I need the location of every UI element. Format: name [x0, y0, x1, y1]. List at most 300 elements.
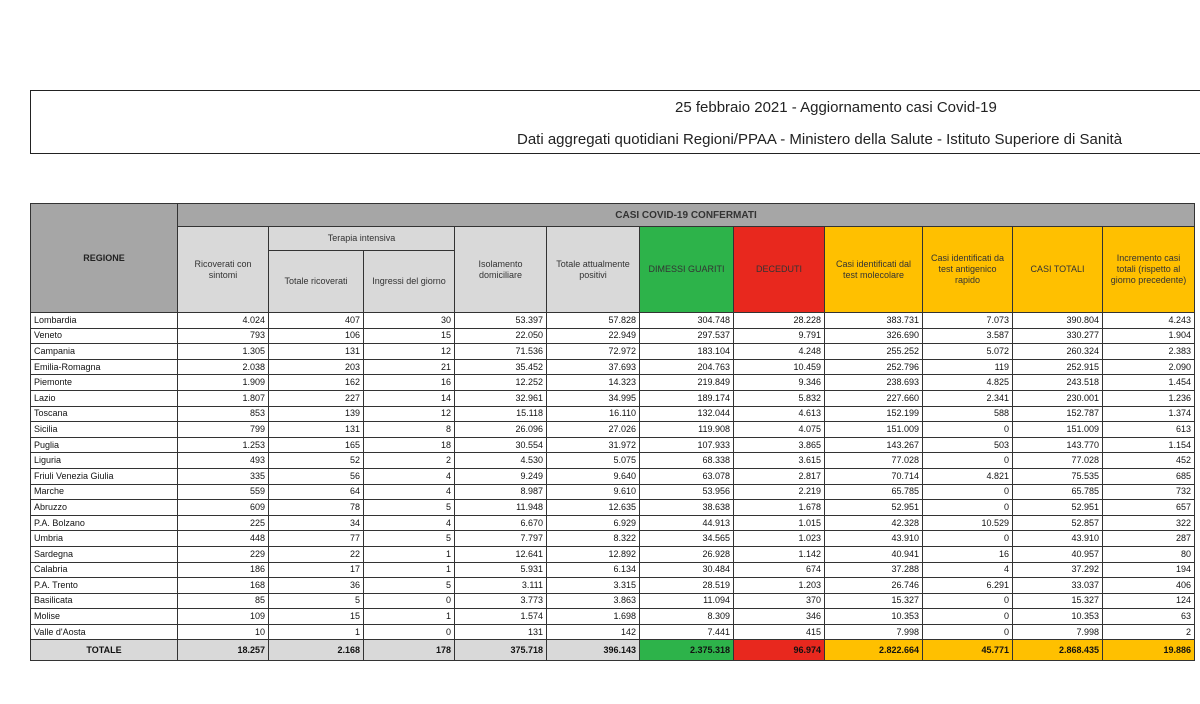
value-cell: 5.832: [734, 390, 825, 406]
value-cell: 1: [364, 562, 455, 578]
total-label-cell: TOTALE: [31, 640, 178, 661]
col-ingressi-del-giorno: Ingressi del giorno: [364, 251, 455, 313]
value-cell: 107.933: [640, 437, 734, 453]
value-cell: 346: [734, 609, 825, 625]
region-name-cell: Campania: [31, 344, 178, 360]
value-cell: 119: [923, 359, 1013, 375]
value-cell: 503: [923, 437, 1013, 453]
value-cell: 853: [178, 406, 269, 422]
value-cell: 8.322: [547, 531, 640, 547]
value-cell: 80: [1103, 546, 1195, 562]
value-cell: 22.050: [455, 328, 547, 344]
value-cell: 2.219: [734, 484, 825, 500]
value-cell: 26.746: [825, 578, 923, 594]
total-value-cell: 45.771: [923, 640, 1013, 661]
value-cell: 326.690: [825, 328, 923, 344]
value-cell: 8: [364, 422, 455, 438]
value-cell: 143.770: [1013, 437, 1103, 453]
value-cell: 71.536: [455, 344, 547, 360]
value-cell: 6.134: [547, 562, 640, 578]
region-name-cell: Abruzzo: [31, 500, 178, 516]
value-cell: 335: [178, 468, 269, 484]
total-value-cell: 2.868.435: [1013, 640, 1103, 661]
value-cell: 77.028: [825, 453, 923, 469]
region-name-cell: Puglia: [31, 437, 178, 453]
value-cell: 168: [178, 578, 269, 594]
value-cell: 16: [364, 375, 455, 391]
total-value-cell: 18.257: [178, 640, 269, 661]
value-cell: 1: [269, 624, 364, 640]
value-cell: 4.024: [178, 313, 269, 329]
region-name-cell: Liguria: [31, 453, 178, 469]
covid-table-container: [30, 203, 1200, 683]
value-cell: 9.791: [734, 328, 825, 344]
value-cell: 14: [364, 390, 455, 406]
value-cell: 252.796: [825, 359, 923, 375]
value-cell: 4.075: [734, 422, 825, 438]
value-cell: 1.015: [734, 515, 825, 531]
table-row: [31, 328, 1195, 344]
value-cell: 6.929: [547, 515, 640, 531]
value-cell: 4.248: [734, 344, 825, 360]
value-cell: 493: [178, 453, 269, 469]
value-cell: 1.305: [178, 344, 269, 360]
value-cell: 77.028: [1013, 453, 1103, 469]
value-cell: 5.072: [923, 344, 1013, 360]
total-value-cell: 96.974: [734, 640, 825, 661]
value-cell: 12.892: [547, 546, 640, 562]
value-cell: 30: [364, 313, 455, 329]
value-cell: 5: [364, 500, 455, 516]
value-cell: 78: [269, 500, 364, 516]
value-cell: 30.484: [640, 562, 734, 578]
value-cell: 37.693: [547, 359, 640, 375]
value-cell: 35.452: [455, 359, 547, 375]
col-casi-test-antigenico: Casi identificati da test antigenico rapido: [923, 227, 1013, 313]
value-cell: 406: [1103, 578, 1195, 594]
value-cell: 162: [269, 375, 364, 391]
value-cell: 297.537: [640, 328, 734, 344]
value-cell: 36: [269, 578, 364, 594]
value-cell: 32.961: [455, 390, 547, 406]
value-cell: 152.199: [825, 406, 923, 422]
value-cell: 65.785: [825, 484, 923, 500]
table-body: [31, 313, 1195, 640]
value-cell: 1: [364, 546, 455, 562]
value-cell: 34.995: [547, 390, 640, 406]
table-row: [31, 593, 1195, 609]
value-cell: 12: [364, 344, 455, 360]
value-cell: 2.817: [734, 468, 825, 484]
region-name-cell: Lazio: [31, 390, 178, 406]
table-row: [31, 468, 1195, 484]
value-cell: 5: [269, 593, 364, 609]
value-cell: 3.111: [455, 578, 547, 594]
value-cell: 12.641: [455, 546, 547, 562]
value-cell: 1.574: [455, 609, 547, 625]
value-cell: 18: [364, 437, 455, 453]
value-cell: 613: [1103, 422, 1195, 438]
total-value-cell: 2.168: [269, 640, 364, 661]
value-cell: 22.949: [547, 328, 640, 344]
col-totale-positivi: Totale attualmente positivi: [547, 227, 640, 313]
value-cell: 1.698: [547, 609, 640, 625]
value-cell: 4: [923, 562, 1013, 578]
value-cell: 0: [923, 422, 1013, 438]
value-cell: 4.530: [455, 453, 547, 469]
total-row: [31, 640, 1195, 661]
value-cell: 0: [923, 500, 1013, 516]
value-cell: 559: [178, 484, 269, 500]
value-cell: 17: [269, 562, 364, 578]
value-cell: 7.073: [923, 313, 1013, 329]
col-totale-ricoverati: Totale ricoverati: [269, 251, 364, 313]
value-cell: 4: [364, 515, 455, 531]
value-cell: 5: [364, 531, 455, 547]
value-cell: 2: [364, 453, 455, 469]
value-cell: 4.613: [734, 406, 825, 422]
value-cell: 243.518: [1013, 375, 1103, 391]
value-cell: 330.277: [1013, 328, 1103, 344]
value-cell: 9.346: [734, 375, 825, 391]
table-row: [31, 562, 1195, 578]
value-cell: 9.249: [455, 468, 547, 484]
col-incremento-casi: Incremento casi totali (rispetto al giorno precedente): [1103, 227, 1195, 313]
value-cell: 15: [269, 609, 364, 625]
value-cell: 186: [178, 562, 269, 578]
table-row: [31, 313, 1195, 329]
value-cell: 252.915: [1013, 359, 1103, 375]
region-name-cell: Lombardia: [31, 313, 178, 329]
value-cell: 5.931: [455, 562, 547, 578]
value-cell: 415: [734, 624, 825, 640]
value-cell: 142: [547, 624, 640, 640]
value-cell: 4: [364, 484, 455, 500]
value-cell: 203: [269, 359, 364, 375]
region-name-cell: Friuli Venezia Giulia: [31, 468, 178, 484]
value-cell: 1: [364, 609, 455, 625]
value-cell: 0: [923, 484, 1013, 500]
value-cell: 189.174: [640, 390, 734, 406]
value-cell: 26.096: [455, 422, 547, 438]
value-cell: 139: [269, 406, 364, 422]
value-cell: 28.228: [734, 313, 825, 329]
region-name-cell: Sardegna: [31, 546, 178, 562]
value-cell: 1.374: [1103, 406, 1195, 422]
value-cell: 6.670: [455, 515, 547, 531]
value-cell: 119.908: [640, 422, 734, 438]
value-cell: 26.928: [640, 546, 734, 562]
value-cell: 10: [178, 624, 269, 640]
value-cell: 40.957: [1013, 546, 1103, 562]
region-name-cell: P.A. Trento: [31, 578, 178, 594]
value-cell: 0: [364, 624, 455, 640]
value-cell: 5: [364, 578, 455, 594]
region-name-cell: Calabria: [31, 562, 178, 578]
col-casi-totali: CASI TOTALI: [1013, 227, 1103, 313]
value-cell: 1.454: [1103, 375, 1195, 391]
value-cell: 34: [269, 515, 364, 531]
value-cell: 7.441: [640, 624, 734, 640]
value-cell: 70.714: [825, 468, 923, 484]
value-cell: 219.849: [640, 375, 734, 391]
value-cell: 43.910: [825, 531, 923, 547]
value-cell: 10.459: [734, 359, 825, 375]
value-cell: 12.252: [455, 375, 547, 391]
value-cell: 31.972: [547, 437, 640, 453]
value-cell: 4.243: [1103, 313, 1195, 329]
value-cell: 1.142: [734, 546, 825, 562]
value-cell: 674: [734, 562, 825, 578]
value-cell: 68.338: [640, 453, 734, 469]
value-cell: 11.948: [455, 500, 547, 516]
covid-cases-table: [30, 203, 1195, 661]
report-subtitle: Dati aggregati quotidiani Regioni/PPAA - Ministero della Salute - Istituto Superiore di Sanità: [517, 131, 1123, 148]
value-cell: 225: [178, 515, 269, 531]
value-cell: 238.693: [825, 375, 923, 391]
value-cell: 322: [1103, 515, 1195, 531]
value-cell: 9.610: [547, 484, 640, 500]
region-name-cell: Basilicata: [31, 593, 178, 609]
value-cell: 2.090: [1103, 359, 1195, 375]
region-name-cell: Piemonte: [31, 375, 178, 391]
table-row: [31, 437, 1195, 453]
value-cell: 44.913: [640, 515, 734, 531]
casi-confermati-header: CASI COVID-19 CONFERMATI: [178, 204, 1195, 227]
value-cell: 2.383: [1103, 344, 1195, 360]
region-name-cell: Sicilia: [31, 422, 178, 438]
total-value-cell: 396.143: [547, 640, 640, 661]
value-cell: 53.397: [455, 313, 547, 329]
value-cell: 8.987: [455, 484, 547, 500]
value-cell: 15.327: [825, 593, 923, 609]
col-ricoverati-con-sintomi: Ricoverati con sintomi: [178, 227, 269, 313]
value-cell: 4.821: [923, 468, 1013, 484]
region-name-cell: P.A. Bolzano: [31, 515, 178, 531]
value-cell: 7.998: [825, 624, 923, 640]
value-cell: 151.009: [825, 422, 923, 438]
value-cell: 304.748: [640, 313, 734, 329]
value-cell: 255.252: [825, 344, 923, 360]
value-cell: 63.078: [640, 468, 734, 484]
value-cell: 63: [1103, 609, 1195, 625]
value-cell: 151.009: [1013, 422, 1103, 438]
value-cell: 143.267: [825, 437, 923, 453]
value-cell: 657: [1103, 500, 1195, 516]
value-cell: 15.327: [1013, 593, 1103, 609]
table-row: [31, 344, 1195, 360]
value-cell: 75.535: [1013, 468, 1103, 484]
table-row: [31, 609, 1195, 625]
value-cell: 77: [269, 531, 364, 547]
table-row: [31, 484, 1195, 500]
value-cell: 3.773: [455, 593, 547, 609]
value-cell: 0: [923, 531, 1013, 547]
value-cell: 15.118: [455, 406, 547, 422]
value-cell: 37.288: [825, 562, 923, 578]
value-cell: 204.763: [640, 359, 734, 375]
value-cell: 106: [269, 328, 364, 344]
value-cell: 52.951: [825, 500, 923, 516]
value-cell: 30.554: [455, 437, 547, 453]
value-cell: 1.909: [178, 375, 269, 391]
value-cell: 0: [923, 609, 1013, 625]
value-cell: 227.660: [825, 390, 923, 406]
value-cell: 38.638: [640, 500, 734, 516]
value-cell: 7.998: [1013, 624, 1103, 640]
value-cell: 16.110: [547, 406, 640, 422]
value-cell: 9.640: [547, 468, 640, 484]
value-cell: 27.026: [547, 422, 640, 438]
value-cell: 10.529: [923, 515, 1013, 531]
value-cell: 1.807: [178, 390, 269, 406]
regione-header: REGIONE: [31, 204, 178, 313]
value-cell: 6.291: [923, 578, 1013, 594]
value-cell: 183.104: [640, 344, 734, 360]
value-cell: 42.328: [825, 515, 923, 531]
report-title: 25 febbraio 2021 - Aggiornamento casi Covid-19: [675, 99, 997, 116]
value-cell: 37.292: [1013, 562, 1103, 578]
value-cell: 1.904: [1103, 328, 1195, 344]
value-cell: 57.828: [547, 313, 640, 329]
value-cell: 7.797: [455, 531, 547, 547]
value-cell: 53.956: [640, 484, 734, 500]
value-cell: 21: [364, 359, 455, 375]
value-cell: 8.309: [640, 609, 734, 625]
region-name-cell: Veneto: [31, 328, 178, 344]
value-cell: 229: [178, 546, 269, 562]
region-name-cell: Umbria: [31, 531, 178, 547]
table-row: [31, 531, 1195, 547]
table-row: [31, 359, 1195, 375]
value-cell: 131: [269, 422, 364, 438]
table-row: [31, 624, 1195, 640]
value-cell: 3.615: [734, 453, 825, 469]
table-row: [31, 546, 1195, 562]
value-cell: 12: [364, 406, 455, 422]
value-cell: 3.315: [547, 578, 640, 594]
value-cell: 407: [269, 313, 364, 329]
value-cell: 1.023: [734, 531, 825, 547]
value-cell: 1.154: [1103, 437, 1195, 453]
value-cell: 43.910: [1013, 531, 1103, 547]
table-row: [31, 500, 1195, 516]
value-cell: 1.253: [178, 437, 269, 453]
value-cell: 230.001: [1013, 390, 1103, 406]
table-row: [31, 422, 1195, 438]
value-cell: 12.635: [547, 500, 640, 516]
value-cell: 588: [923, 406, 1013, 422]
value-cell: 5.075: [547, 453, 640, 469]
value-cell: 11.094: [640, 593, 734, 609]
value-cell: 448: [178, 531, 269, 547]
value-cell: 452: [1103, 453, 1195, 469]
value-cell: 1.203: [734, 578, 825, 594]
value-cell: 390.804: [1013, 313, 1103, 329]
value-cell: 16: [923, 546, 1013, 562]
value-cell: 609: [178, 500, 269, 516]
value-cell: 793: [178, 328, 269, 344]
terapia-intensiva-header: Terapia intensiva: [269, 227, 455, 251]
value-cell: 22: [269, 546, 364, 562]
total-value-cell: 2.822.664: [825, 640, 923, 661]
report-header-box: [30, 90, 1200, 154]
value-cell: 15: [364, 328, 455, 344]
region-name-cell: Molise: [31, 609, 178, 625]
value-cell: 64: [269, 484, 364, 500]
value-cell: 33.037: [1013, 578, 1103, 594]
value-cell: 260.324: [1013, 344, 1103, 360]
value-cell: 2.341: [923, 390, 1013, 406]
value-cell: 52: [269, 453, 364, 469]
value-cell: 732: [1103, 484, 1195, 500]
table-row: [31, 515, 1195, 531]
value-cell: 152.787: [1013, 406, 1103, 422]
value-cell: 3.587: [923, 328, 1013, 344]
value-cell: 4.825: [923, 375, 1013, 391]
value-cell: 165: [269, 437, 364, 453]
value-cell: 227: [269, 390, 364, 406]
value-cell: 10.353: [1013, 609, 1103, 625]
value-cell: 0: [923, 593, 1013, 609]
region-name-cell: Valle d'Aosta: [31, 624, 178, 640]
col-deceduti: DECEDUTI: [734, 227, 825, 313]
value-cell: 40.941: [825, 546, 923, 562]
value-cell: 56: [269, 468, 364, 484]
value-cell: 3.865: [734, 437, 825, 453]
table-row: [31, 406, 1195, 422]
total-value-cell: 375.718: [455, 640, 547, 661]
region-name-cell: Emilia-Romagna: [31, 359, 178, 375]
col-casi-test-molecolare: Casi identificati dal test molecolare: [825, 227, 923, 313]
value-cell: 85: [178, 593, 269, 609]
value-cell: 72.972: [547, 344, 640, 360]
total-value-cell: 19.886: [1103, 640, 1195, 661]
table-row: [31, 375, 1195, 391]
value-cell: 65.785: [1013, 484, 1103, 500]
value-cell: 52.857: [1013, 515, 1103, 531]
value-cell: 132.044: [640, 406, 734, 422]
value-cell: 34.565: [640, 531, 734, 547]
value-cell: 0: [923, 453, 1013, 469]
value-cell: 4: [364, 468, 455, 484]
value-cell: 131: [269, 344, 364, 360]
value-cell: 383.731: [825, 313, 923, 329]
value-cell: 3.863: [547, 593, 640, 609]
value-cell: 124: [1103, 593, 1195, 609]
value-cell: 370: [734, 593, 825, 609]
value-cell: 52.951: [1013, 500, 1103, 516]
value-cell: 14.323: [547, 375, 640, 391]
value-cell: 1.678: [734, 500, 825, 516]
value-cell: 0: [364, 593, 455, 609]
value-cell: 2.038: [178, 359, 269, 375]
value-cell: 287: [1103, 531, 1195, 547]
col-dimessi-guariti: DIMESSI GUARITI: [640, 227, 734, 313]
value-cell: 0: [923, 624, 1013, 640]
value-cell: 1.236: [1103, 390, 1195, 406]
region-name-cell: Marche: [31, 484, 178, 500]
total-value-cell: 178: [364, 640, 455, 661]
table-row: [31, 578, 1195, 594]
value-cell: 109: [178, 609, 269, 625]
col-isolamento-domiciliare: Isolamento domiciliare: [455, 227, 547, 313]
value-cell: 194: [1103, 562, 1195, 578]
table-row: [31, 390, 1195, 406]
region-name-cell: Toscana: [31, 406, 178, 422]
value-cell: 131: [455, 624, 547, 640]
value-cell: 685: [1103, 468, 1195, 484]
